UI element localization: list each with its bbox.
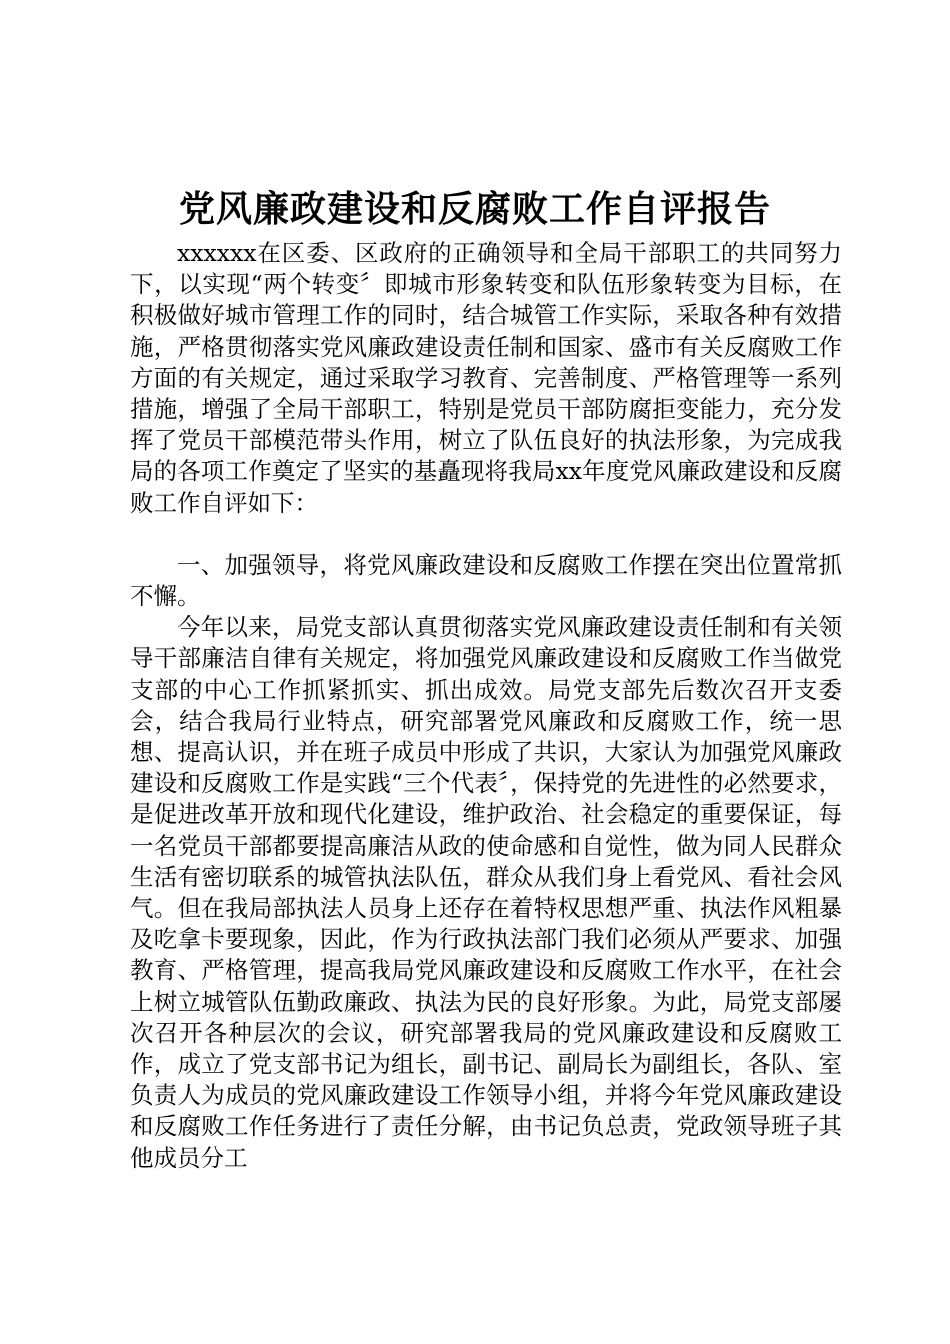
paragraph-intro: xxxxxx在区委、区政府的正确领导和全局干部职工的共同努力下，以实现“两个转变〞即城市形象转变和队伍形象转变为目标，在积极做好城市管理工作的同时，结合城管工作实际，采取各种有效措施，严格贯彻落实党风廉政建设责任制和国家、盛市有关反腐败工作方面的有关规定，通过采取学习教育、完善制度、严格管理等一系列措施，增强了全局干部职工，特别是党员干部防腐拒变能力，充分发挥了党员干部模范带头作用，树立了队伍良好的执法形象，为完成我局的各项工作奠定了坚实的基矗现将我局xx年度党风廉政建设和反腐败工作自评如下： bbox=[130, 239, 842, 517]
paragraph-section-1: 今年以来，局党支部认真贯彻落实党风廉政建设责任制和有关领导干部廉洁自律有关规定，将加强党风廉政建设和反腐败工作当做党支部的中心工作抓紧抓实、抓出成效。局党支部先后数次召开支委会，结合我局行业特点，研究部署党风廉政和反腐败工作，统一思想、提高认识，并在班子成员中形成了共识，大家认为加强党风廉政建设和反腐败工作是实践“三个代表〞，保持党的先进性的必然要求，是促进改革开放和现代化建设，维护政治、社会稳定的重要保证，每一名党员干部都要提高廉洁从政的使命感和自觉性，做为同人民群众生活有密切联系的城管执法队伍，群众从我们身上看党风、看社会风气。但在我局部执法人员身上还存在着特权思想严重、执法作风粗暴及吃拿卡要现象，因此，作为行政执法部门我们必须从严要求、加强教育、严格管理，提高我局党风廉政建设和反腐败工作水平，在社会上树立城管队伍勤政廉政、执法为民的良好形象。为此，局党支部屡次召开各种层次的会议，研究部署我局的党风廉政建设和反腐败工作，成立了党支部书记为组长，副书记、副局长为副组长，各队、室负责人为成员的党风廉政建设工作领导小组，并将今年党风廉政建设和反腐败工作任务进行了责任分解，由书记负总责，党政领导班子其他成员分工 bbox=[130, 613, 842, 1172]
document-title: 党风廉政建设和反腐败工作自评报告 bbox=[178, 188, 771, 230]
document-body bbox=[130, 238, 842, 1174]
section-heading-1: 一、加强领导，将党风廉政建设和反腐败工作摆在突出位置常抓不懈。 bbox=[130, 550, 842, 611]
paragraph-spacer bbox=[130, 519, 842, 550]
